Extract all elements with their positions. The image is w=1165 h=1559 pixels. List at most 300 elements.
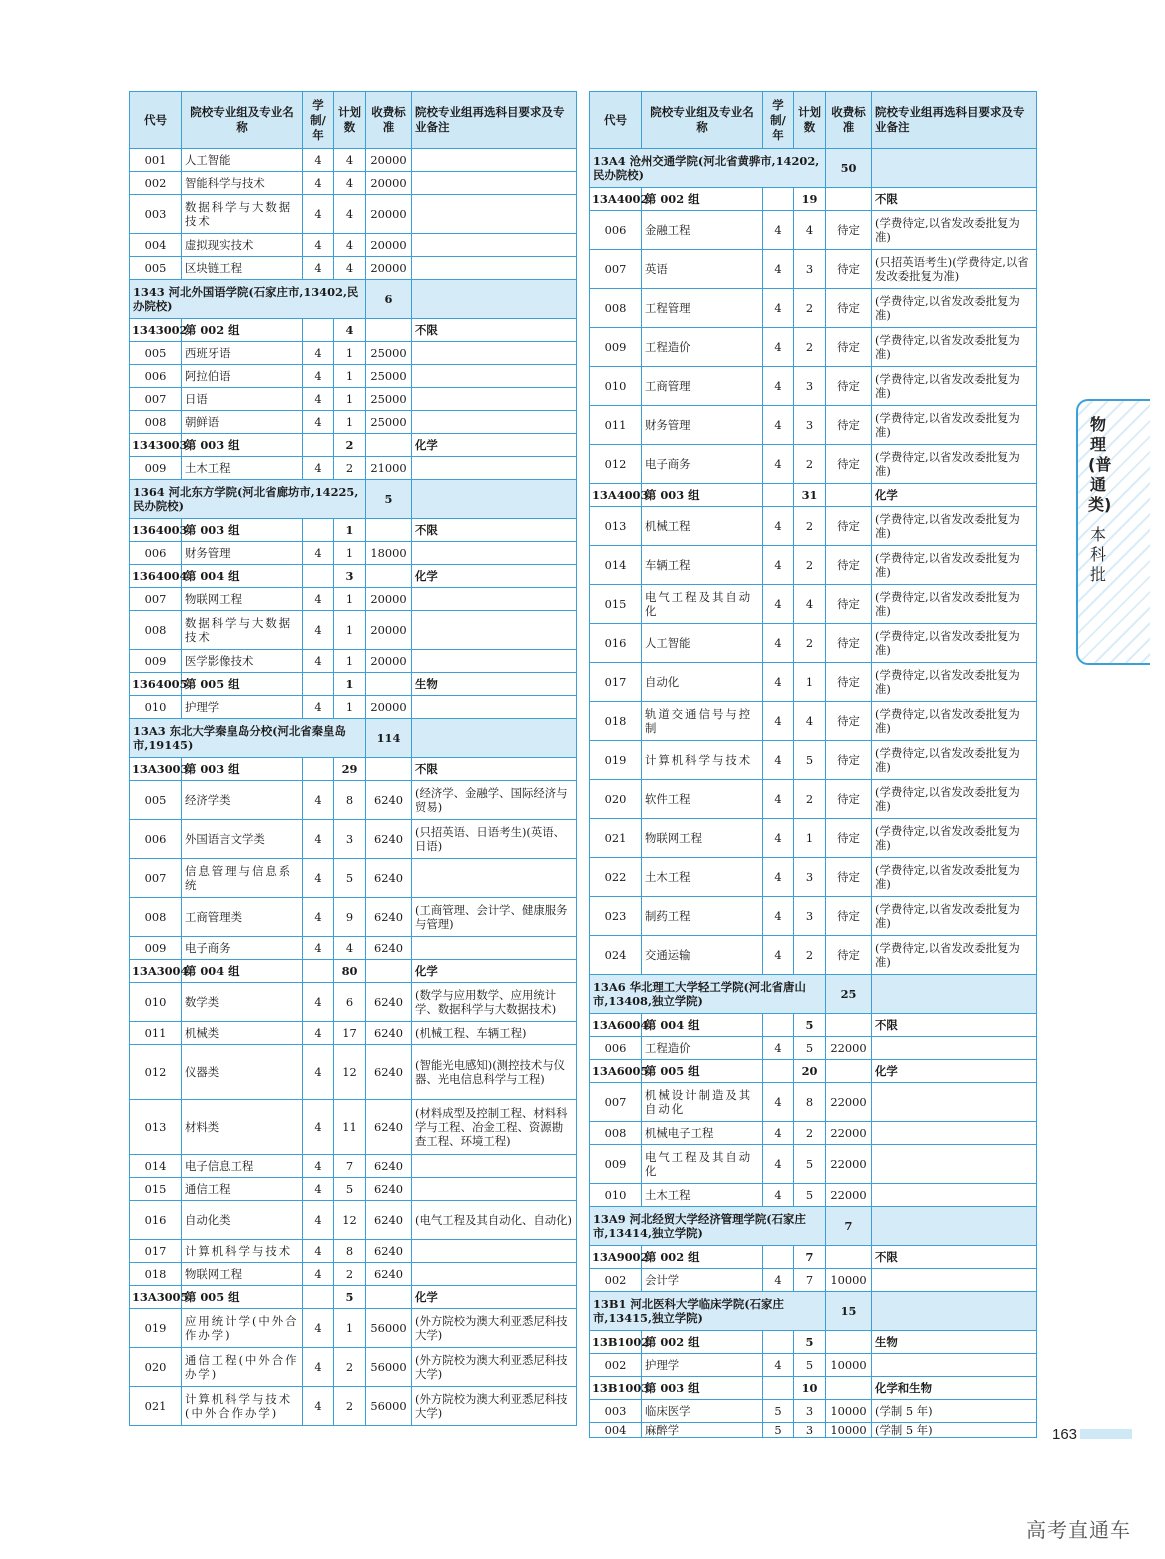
major-row — [590, 780, 1037, 819]
fee-cell: 20000 — [366, 696, 412, 719]
major-code: 010 — [130, 696, 182, 719]
major-code: 009 — [130, 457, 182, 480]
major-note — [412, 388, 577, 411]
years-cell: 4 — [303, 388, 334, 411]
major-row — [130, 781, 577, 820]
major-note: (数学与应用数学、应用统计学、数据科学与大数据技术) — [412, 983, 577, 1022]
group-row — [590, 1014, 1037, 1037]
group-name: 第 002 组 — [642, 1246, 763, 1269]
fee-cell: 待定 — [826, 585, 872, 624]
major-note: (电气工程及其自动化、自动化) — [412, 1201, 577, 1240]
plan-count: 7 — [794, 1269, 826, 1292]
watermark: 高考直通车 — [1026, 1518, 1131, 1542]
fee-cell — [366, 319, 412, 342]
fee-cell — [826, 188, 872, 211]
major-name: 人工智能 — [182, 149, 303, 172]
batch-label: 本科批 — [1089, 525, 1106, 584]
major-row — [130, 195, 577, 234]
group-code: 13A6004 — [590, 1014, 642, 1037]
major-note: (学费待定,以省发改委批复为准) — [872, 445, 1037, 484]
plan-count: 2 — [334, 1263, 366, 1286]
major-row — [130, 542, 577, 565]
years-cell: 4 — [763, 1184, 794, 1207]
fee-cell: 待定 — [826, 663, 872, 702]
major-note — [412, 542, 577, 565]
major-code: 002 — [590, 1269, 642, 1292]
group-name: 第 004 组 — [642, 1014, 763, 1037]
group-code: 13B1003 — [590, 1377, 642, 1400]
fee-cell: 25000 — [366, 365, 412, 388]
plan-count: 6 — [334, 983, 366, 1022]
plan-count: 5 — [334, 1178, 366, 1201]
plan-count: 2 — [794, 624, 826, 663]
subject-requirement: 化学 — [412, 565, 577, 588]
major-code: 016 — [130, 1201, 182, 1240]
major-name: 自动化类 — [182, 1201, 303, 1240]
years-cell: 4 — [763, 702, 794, 741]
note-cell — [412, 480, 577, 519]
major-note — [412, 234, 577, 257]
fee-cell — [826, 484, 872, 507]
major-row — [130, 1387, 577, 1426]
major-note: (工商管理、会计学、健康服务与管理) — [412, 898, 577, 937]
group-name: 第 002 组 — [642, 188, 763, 211]
fee-cell — [366, 565, 412, 588]
subject-requirement: 不限 — [872, 1246, 1037, 1269]
years-cell: 4 — [763, 445, 794, 484]
major-code: 022 — [590, 858, 642, 897]
fee-cell: 待定 — [826, 936, 872, 975]
years-cell: 4 — [303, 611, 334, 650]
group-code: 13A4003 — [590, 484, 642, 507]
group-name: 第 005 组 — [182, 673, 303, 696]
years-cell: 4 — [303, 1100, 334, 1155]
major-code: 014 — [590, 546, 642, 585]
major-note — [412, 696, 577, 719]
note-cell — [412, 719, 577, 758]
major-name: 通信工程(中外合作办学) — [182, 1348, 303, 1387]
plan-count: 12 — [334, 1045, 366, 1100]
years-cell: 4 — [303, 1178, 334, 1201]
major-name: 外国语言文学类 — [182, 820, 303, 859]
fee-cell: 待定 — [826, 858, 872, 897]
major-note — [412, 172, 577, 195]
major-name: 计算机科学与技术(中外合作办学) — [182, 1387, 303, 1426]
fee-cell: 20000 — [366, 172, 412, 195]
years-cell: 4 — [303, 257, 334, 280]
major-row — [590, 1184, 1037, 1207]
subject-requirement: 化学 — [412, 1286, 577, 1309]
years-cell: 4 — [763, 328, 794, 367]
major-name: 医学影像技术 — [182, 650, 303, 673]
major-row — [590, 328, 1037, 367]
fee-cell: 22000 — [826, 1083, 872, 1122]
major-note — [412, 611, 577, 650]
plan-count: 8 — [794, 1083, 826, 1122]
years-cell: 4 — [763, 663, 794, 702]
group-code: 1343002 — [130, 319, 182, 342]
years-cell: 4 — [303, 650, 334, 673]
header-plan: 计划数 — [794, 92, 826, 149]
major-row — [590, 936, 1037, 975]
major-row — [590, 897, 1037, 936]
major-name: 电气工程及其自动化 — [642, 1145, 763, 1184]
major-row — [130, 388, 577, 411]
fee-cell: 56000 — [366, 1309, 412, 1348]
plan-count: 2 — [794, 289, 826, 328]
years-cell: 4 — [303, 234, 334, 257]
major-code: 014 — [130, 1155, 182, 1178]
major-row — [130, 257, 577, 280]
major-note — [412, 859, 577, 898]
group-name: 第 003 组 — [182, 434, 303, 457]
header-years: 学制/年 — [763, 92, 794, 149]
major-name: 会计学 — [642, 1269, 763, 1292]
years-cell: 4 — [303, 411, 334, 434]
major-name: 数据科学与大数据技术 — [182, 611, 303, 650]
major-row — [130, 611, 577, 650]
page-number: 163 — [1052, 1426, 1078, 1443]
major-row — [130, 149, 577, 172]
major-note: (学费待定,以省发改委批复为准) — [872, 819, 1037, 858]
major-row — [130, 1201, 577, 1240]
plan-count: 8 — [334, 1240, 366, 1263]
major-note: (学制 5 年) — [872, 1400, 1037, 1423]
major-row — [130, 172, 577, 195]
fee-cell: 20000 — [366, 149, 412, 172]
major-name: 自动化 — [642, 663, 763, 702]
fee-cell: 待定 — [826, 780, 872, 819]
header-code: 代号 — [590, 92, 642, 149]
plan-count: 3 — [794, 1400, 826, 1423]
plan-count: 3 — [794, 367, 826, 406]
institution-name: 13A9 河北经贸大学经济管理学院(石家庄市,13414,独立学院) — [590, 1207, 826, 1246]
fee-cell: 25000 — [366, 411, 412, 434]
major-row — [590, 367, 1037, 406]
major-code: 010 — [130, 983, 182, 1022]
plan-count: 4 — [334, 234, 366, 257]
plan-count: 2 — [794, 1122, 826, 1145]
plan-count: 1 — [334, 588, 366, 611]
right-table-body — [590, 149, 1037, 1438]
years-cell: 4 — [303, 696, 334, 719]
major-row — [130, 1348, 577, 1387]
major-note: (学费待定,以省发改委批复为准) — [872, 367, 1037, 406]
major-name: 机械设计制造及其自动化 — [642, 1083, 763, 1122]
major-row — [130, 1309, 577, 1348]
fee-cell: 20000 — [366, 234, 412, 257]
years-cell: 4 — [303, 342, 334, 365]
years-cell: 4 — [303, 781, 334, 820]
plan-count: 5 — [794, 1354, 826, 1377]
major-note: (学费待定,以省发改委批复为准) — [872, 624, 1037, 663]
fee-cell: 10000 — [826, 1423, 872, 1438]
fee-cell: 6240 — [366, 859, 412, 898]
major-note — [412, 257, 577, 280]
right-admission-table — [589, 91, 1037, 1438]
major-note: (学制 5 年) — [872, 1423, 1037, 1438]
plan-count: 114 — [366, 719, 412, 758]
major-code: 007 — [130, 588, 182, 611]
major-row — [130, 820, 577, 859]
major-name: 通信工程 — [182, 1178, 303, 1201]
major-row — [130, 1178, 577, 1201]
fee-cell — [366, 1286, 412, 1309]
major-code: 024 — [590, 936, 642, 975]
years-cell: 4 — [303, 542, 334, 565]
plan-count: 7 — [826, 1207, 872, 1246]
group-code: 13A3003 — [130, 758, 182, 781]
group-row — [590, 1246, 1037, 1269]
subject-requirement: 不限 — [872, 188, 1037, 211]
major-name: 应用统计学(中外合作办学) — [182, 1309, 303, 1348]
major-code: 008 — [590, 1122, 642, 1145]
major-code: 017 — [130, 1240, 182, 1263]
years-cell: 4 — [763, 858, 794, 897]
years-cell: 4 — [303, 195, 334, 234]
major-code: 009 — [590, 1145, 642, 1184]
years-cell: 4 — [303, 859, 334, 898]
major-row — [590, 406, 1037, 445]
major-note — [412, 650, 577, 673]
fee-cell: 6240 — [366, 983, 412, 1022]
plan-count: 1 — [334, 1309, 366, 1348]
major-name: 制药工程 — [642, 897, 763, 936]
major-code: 009 — [130, 650, 182, 673]
header-note: 院校专业组再选科目要求及专业备注 — [412, 92, 577, 149]
left-table-body — [130, 149, 577, 1426]
major-note: (只招英语考生)(学费待定,以省发改委批复为准) — [872, 250, 1037, 289]
fee-cell: 待定 — [826, 819, 872, 858]
major-code: 020 — [130, 1348, 182, 1387]
major-code: 011 — [590, 406, 642, 445]
years-cell: 4 — [763, 1269, 794, 1292]
major-code: 006 — [130, 542, 182, 565]
major-note — [412, 1178, 577, 1201]
major-row — [590, 1423, 1037, 1438]
subject-requirement: 化学和生物 — [872, 1377, 1037, 1400]
major-note — [872, 1354, 1037, 1377]
major-note: (学费待定,以省发改委批复为准) — [872, 702, 1037, 741]
major-name: 电气工程及其自动化 — [642, 585, 763, 624]
plan-count: 4 — [334, 172, 366, 195]
subject-requirement: 化学 — [872, 1060, 1037, 1083]
major-row — [130, 983, 577, 1022]
plan-count: 3 — [794, 858, 826, 897]
major-note — [412, 195, 577, 234]
major-code: 016 — [590, 624, 642, 663]
major-row — [590, 211, 1037, 250]
page-number-bar — [1080, 1429, 1132, 1439]
fee-cell: 待定 — [826, 624, 872, 663]
plan-count: 4 — [794, 702, 826, 741]
years-cell: 4 — [303, 1022, 334, 1045]
group-code: 13B1002 — [590, 1331, 642, 1354]
institution-name: 13B1 河北医科大学临床学院(石家庄市,13415,独立学院) — [590, 1292, 826, 1331]
major-row — [590, 663, 1037, 702]
group-name: 第 004 组 — [182, 565, 303, 588]
group-code: 13A6005 — [590, 1060, 642, 1083]
group-row — [590, 484, 1037, 507]
plan-count: 2 — [334, 1387, 366, 1426]
fee-cell: 待定 — [826, 507, 872, 546]
major-name: 土木工程 — [642, 858, 763, 897]
major-note — [872, 1269, 1037, 1292]
years-cell: 4 — [763, 289, 794, 328]
major-name: 阿拉伯语 — [182, 365, 303, 388]
years-cell: 4 — [303, 1263, 334, 1286]
plan-count: 1 — [334, 696, 366, 719]
major-row — [130, 365, 577, 388]
fee-cell: 6240 — [366, 937, 412, 960]
major-row — [590, 507, 1037, 546]
group-name: 第 003 组 — [182, 758, 303, 781]
plan-count: 2 — [334, 457, 366, 480]
major-code: 008 — [130, 411, 182, 434]
years-cell: 4 — [303, 937, 334, 960]
years-cell — [303, 960, 334, 983]
group-row — [590, 1331, 1037, 1354]
major-name: 麻醉学 — [642, 1423, 763, 1438]
major-name: 物联网工程 — [182, 588, 303, 611]
years-cell: 4 — [303, 983, 334, 1022]
major-code: 018 — [590, 702, 642, 741]
fee-cell: 22000 — [826, 1145, 872, 1184]
years-cell: 4 — [763, 936, 794, 975]
years-cell: 4 — [303, 457, 334, 480]
fee-cell: 20000 — [366, 650, 412, 673]
plan-count: 5 — [794, 1331, 826, 1354]
years-cell: 4 — [303, 1240, 334, 1263]
plan-count: 2 — [794, 546, 826, 585]
fee-cell: 6240 — [366, 1155, 412, 1178]
header-plan: 计划数 — [334, 92, 366, 149]
major-name: 土木工程 — [642, 1184, 763, 1207]
major-note — [412, 457, 577, 480]
group-name: 第 002 组 — [642, 1331, 763, 1354]
major-note — [412, 1155, 577, 1178]
major-code: 009 — [590, 328, 642, 367]
group-row — [130, 960, 577, 983]
fee-cell: 6240 — [366, 898, 412, 937]
major-note — [872, 1037, 1037, 1060]
major-row — [130, 342, 577, 365]
years-cell — [303, 319, 334, 342]
plan-count: 4 — [794, 211, 826, 250]
fee-cell: 待定 — [826, 211, 872, 250]
plan-count: 2 — [334, 1348, 366, 1387]
years-cell: 4 — [763, 367, 794, 406]
major-note: (学费待定,以省发改委批复为准) — [872, 406, 1037, 445]
major-note: (学费待定,以省发改委批复为准) — [872, 741, 1037, 780]
major-row — [130, 1100, 577, 1155]
major-code: 006 — [590, 1037, 642, 1060]
group-code: 13A4002 — [590, 188, 642, 211]
years-cell — [303, 758, 334, 781]
header-fee: 收费标准 — [826, 92, 872, 149]
plan-count: 80 — [334, 960, 366, 983]
subject-requirement: 化学 — [412, 434, 577, 457]
plan-count: 1 — [334, 519, 366, 542]
fee-cell: 6240 — [366, 1100, 412, 1155]
major-row — [130, 859, 577, 898]
fee-cell: 6240 — [366, 1178, 412, 1201]
major-row — [590, 250, 1037, 289]
plan-count: 3 — [794, 897, 826, 936]
years-cell: 4 — [303, 820, 334, 859]
institution-name: 13A4 沧州交通学院(河北省黄骅市,14202,民办院校) — [590, 149, 826, 188]
plan-count: 4 — [794, 585, 826, 624]
fee-cell: 待定 — [826, 250, 872, 289]
major-code: 006 — [130, 820, 182, 859]
major-row — [590, 819, 1037, 858]
major-note — [412, 1240, 577, 1263]
note-cell — [872, 149, 1037, 188]
group-row — [130, 434, 577, 457]
plan-count: 11 — [334, 1100, 366, 1155]
years-cell: 4 — [763, 211, 794, 250]
major-name: 数学类 — [182, 983, 303, 1022]
fee-cell: 56000 — [366, 1387, 412, 1426]
section-side-tab — [1076, 399, 1150, 665]
institution-row — [590, 975, 1037, 1014]
fee-cell: 待定 — [826, 406, 872, 445]
major-code: 017 — [590, 663, 642, 702]
plan-count: 7 — [334, 1155, 366, 1178]
major-name: 信息管理与信息系统 — [182, 859, 303, 898]
plan-count: 2 — [794, 328, 826, 367]
fee-cell: 待定 — [826, 897, 872, 936]
major-name: 财务管理 — [182, 542, 303, 565]
fee-cell: 待定 — [826, 546, 872, 585]
years-cell: 4 — [763, 585, 794, 624]
fee-cell: 6240 — [366, 1240, 412, 1263]
major-name: 机械工程 — [642, 507, 763, 546]
subject-label: 物理(普通类) — [1088, 415, 1112, 514]
institution-row — [590, 1207, 1037, 1246]
group-name: 第 002 组 — [182, 319, 303, 342]
major-note: (学费待定,以省发改委批复为准) — [872, 585, 1037, 624]
header-name: 院校专业组及专业名称 — [642, 92, 763, 149]
major-row — [590, 1400, 1037, 1423]
subject-requirement: 不限 — [412, 519, 577, 542]
major-row — [130, 696, 577, 719]
major-name: 工程造价 — [642, 1037, 763, 1060]
major-code: 010 — [590, 367, 642, 406]
fee-cell — [826, 1014, 872, 1037]
plan-count: 1 — [334, 342, 366, 365]
major-row — [590, 1037, 1037, 1060]
group-row — [130, 673, 577, 696]
years-cell: 4 — [763, 1037, 794, 1060]
group-name: 第 005 组 — [642, 1060, 763, 1083]
major-row — [130, 1155, 577, 1178]
major-code: 007 — [590, 1083, 642, 1122]
years-cell: 5 — [763, 1400, 794, 1423]
fee-cell: 待定 — [826, 289, 872, 328]
major-name: 工程造价 — [642, 328, 763, 367]
major-name: 车辆工程 — [642, 546, 763, 585]
fee-cell — [826, 1331, 872, 1354]
years-cell — [763, 1377, 794, 1400]
group-code: 1343003 — [130, 434, 182, 457]
years-cell — [303, 1286, 334, 1309]
note-cell — [872, 1292, 1037, 1331]
group-row — [590, 188, 1037, 211]
major-row — [590, 1145, 1037, 1184]
major-name: 物联网工程 — [182, 1263, 303, 1286]
years-cell: 4 — [303, 1155, 334, 1178]
